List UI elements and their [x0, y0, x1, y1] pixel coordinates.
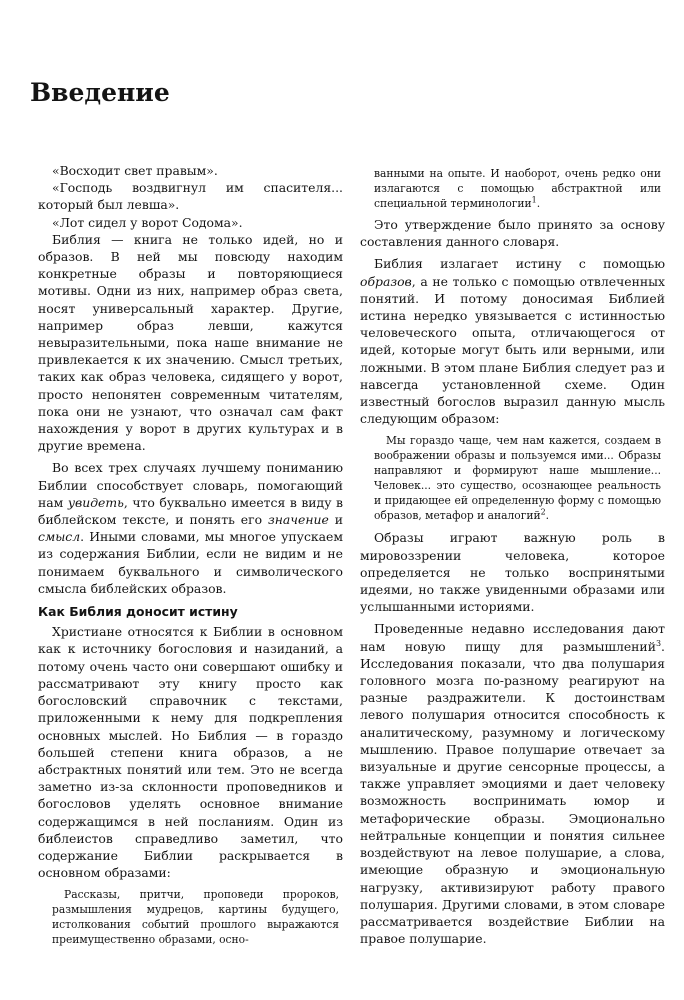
text-run: ванными на опыте. И наоборот, очень редко они излагаются с помощью абстрактной или специальной терминологии	[374, 167, 661, 210]
text-run: , а не только с помощью отвлеченных понятий. И потому доносимая Библией истина нередко увязывается с истинностью человеческого опыта, отличающегося от идей, которые могут быть или верными, или ложными. В этом плане Библия следует раз и навсегда установленной схеме. Один известный богослов выразил данную мысль следующим образом:	[360, 273, 665, 427]
footnote-ref-2: 2	[540, 507, 546, 517]
footnote-ref-1: 1	[531, 195, 537, 205]
paragraph-2	[38, 459, 343, 597]
text-run: .	[536, 197, 541, 210]
paragraph-4: Это утверждение было принято за основу составления данного словаря.	[360, 217, 665, 250]
epigraph-1: «Восходит свет правым».	[52, 163, 218, 178]
paragraph-3: Христиане относятся к Библии в основном как к источнику богословия и назиданий, а потому очень часто они совершают ошибку и рассматривают эту книгу просто как богословский справочник с текстами, приложенными к нему для подкрепления основных мыслей. Но Библия — в гораздо большей степени книга образов, а не абстрактных понятий или тем. Это не всегда заметно из-за склонности проповедников и богословов уделять основное внимание содержащимся в ней посланиям. Один из библеистов справедливо заметил, что содержание Библии раскрывается в основном образами:	[38, 624, 343, 881]
epigraph-3: «Лот сидел у ворот Содома».	[52, 214, 243, 230]
epigraph-2: «Господь воздвигнул им спасителя... который был левша».	[38, 180, 343, 213]
paragraph-1: Библия — книга не только идей, но и образов. В ней мы повсюду находим конкретные образы и повторяющиеся мотивы. Одни из них, например образ света, носят универсальный характер. Другие, например образ левши, кажутся невыразительными, пока наше внимание не привлекается к их значению. Смысл третьих, таких как образ человека, сидящего у ворот, просто непонятен современным читателям, пока они не узнают, что означал сам факт нахождения у ворот в других культурах и в другие времена.	[38, 231, 343, 454]
text-run: Проведенные недавно исследования дают нам новую пищу для размышлений	[360, 621, 665, 654]
text-run: , что буквально имеется в виду в библейском тексте, и понять его	[38, 494, 343, 528]
emphasis-sense: смысл	[38, 529, 81, 545]
page-title: Введение	[30, 78, 170, 107]
quote-2	[374, 433, 661, 523]
paragraph-6: Образы играют важную роль в мировоззрении человека, которое определяется не только воспринятыми идеями, но также увиденными образами или услышанными историями.	[360, 530, 665, 615]
left-column	[38, 162, 343, 953]
footnote-ref-3: 3	[655, 638, 662, 648]
quote-1: Рассказы, притчи, проповеди пророков, размышления мудрецов, картины будущего, истолкования событий прошлого выражаются преимущественно образами, осно-	[52, 888, 339, 947]
text-run: . Иными словами, мы многое упускаем из содержания Библии, если не видим и не понимаем буквального и символического смысла библейских образов.	[38, 529, 343, 596]
text-run: Во всех трех случаях лучшему пониманию Библии способствует словарь, помогающий нам	[38, 460, 343, 510]
emphasis-see: увидеть	[67, 494, 124, 510]
text-run: .	[545, 509, 550, 523]
paragraph-5	[360, 255, 665, 427]
emphasis-images: образов	[360, 273, 412, 289]
text-run: Библия излагает истину с помощью	[374, 256, 665, 272]
right-column	[360, 166, 665, 947]
text-run: . Исследования показали, что два полушария головного мозга по-разному реагируют на разные раздражители. К достоинствам левого полушария относится способность к аналитическому, разумному и логическому мышлению. Правое полушарие отвечает за визуальные и другие сенсорные процессы, а также управляет эмоциями и дает человеку возможность воспринимать юмор и метафорические образы. Эмоционально нейтральные концепции и понятия сильнее воздействуют на левое полушарие, а слова, имеющие образную и эмоциональную нагрузку, активизируют работу правого полушария. Другими словами, в этом словаре рассматривается воздействие Библии на правое полушарие.	[360, 638, 665, 947]
paragraph-7	[360, 620, 665, 947]
text-run: Мы гораздо чаще, чем нам кажется, создаем в воображении образы и пользуемся ими... Образы направляют и формируют наше мышление... Человек... это существо, осознающее реальность и придающее ей определенную форму с помощью образов, метафор и аналогий	[374, 434, 661, 523]
text-run: и	[328, 512, 343, 528]
quote-1-continued	[374, 166, 661, 211]
emphasis-meaning: значение	[267, 512, 329, 528]
section-heading: Как Библия доносит истину	[38, 604, 238, 620]
